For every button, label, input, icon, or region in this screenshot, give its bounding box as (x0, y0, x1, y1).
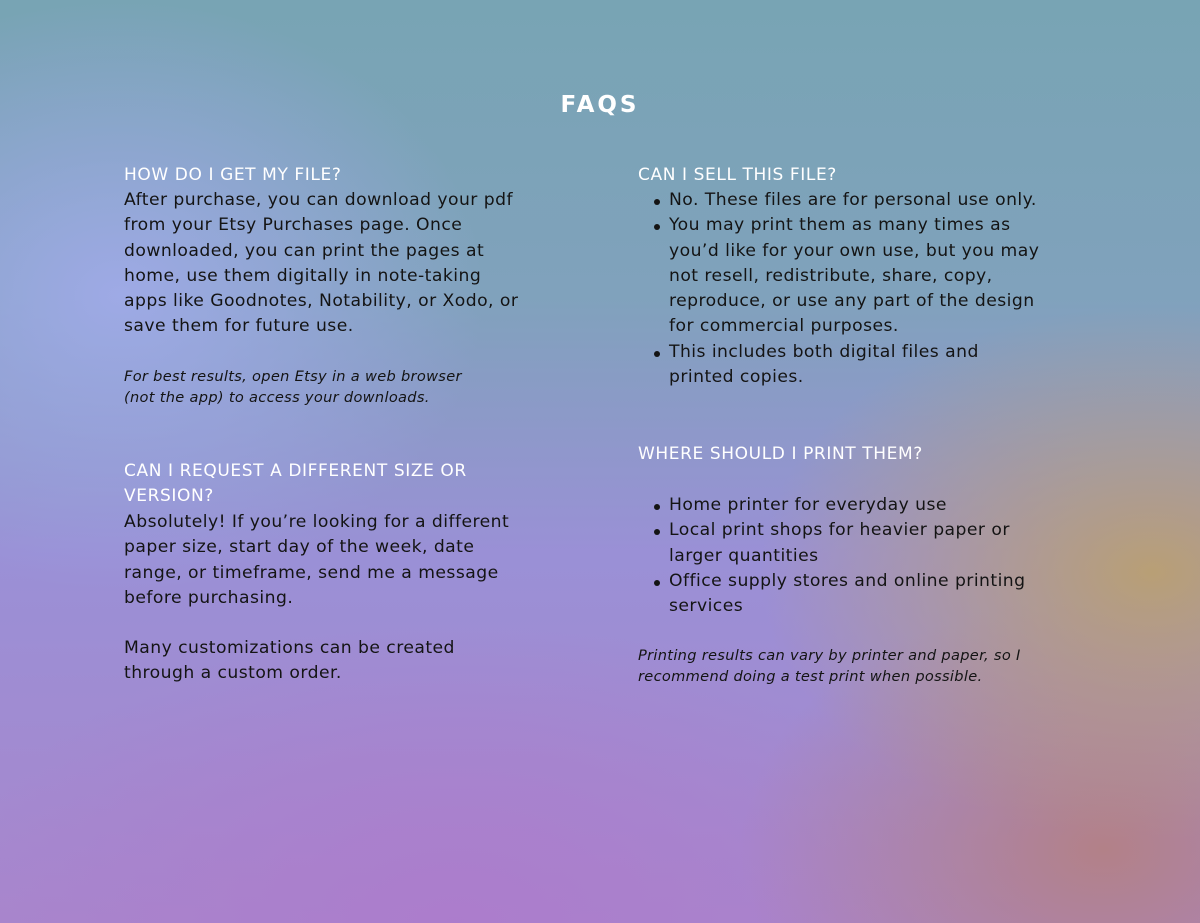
bullet-icon (654, 224, 660, 230)
faq-answer-request-size-more: Many customizations can be created through a custom order. (124, 638, 455, 684)
faq-question-get-file: HOW DO I GET MY FILE? (124, 165, 342, 185)
bullet-icon (654, 351, 660, 357)
faq-note-where-print: Printing results can vary by printer and paper, so I recommend doing a test print when possible. (638, 647, 1021, 685)
list-item (638, 188, 1108, 213)
faq-sell-file-list (638, 188, 1108, 390)
list-item-text: This includes both digital files and printed copies. (669, 341, 979, 388)
faq-note-get-file: For best results, open Etsy in a web browser (not the app) to access your downloads. (124, 368, 462, 406)
faq-question-request-size: CAN I REQUEST A DIFFERENT SIZE OR VERSION? (124, 461, 467, 506)
faq-answer-get-file: After purchase, you can download your pdf from your Etsy Purchases page. Once downloaded, you can print the pages at home, use them digitally in note-taking apps like Goodnotes, Notability, or Xodo, or save them for future use. (124, 190, 519, 337)
list-item (638, 569, 1108, 620)
list-item (638, 518, 1108, 569)
list-item-text: Office supply stores and online printing services (669, 570, 1026, 617)
faq-where-print-list (638, 493, 1108, 619)
faq-answer-request-size: Absolutely! If you’re looking for a different paper size, start day of the week, date range, or timeframe, send me a message before purchasing. (124, 512, 510, 608)
list-item (638, 213, 1108, 339)
bullet-icon (654, 504, 660, 510)
faq-question-where-print: WHERE SHOULD I PRINT THEM? (638, 444, 923, 464)
list-item-text: No. These files are for personal use only. (669, 190, 1037, 210)
faq-question-sell-file: CAN I SELL THIS FILE? (638, 165, 837, 185)
list-item (638, 493, 1108, 518)
list-item (638, 340, 1108, 391)
page-title: FAQS (560, 92, 640, 118)
bullet-icon (654, 580, 660, 586)
bullet-icon (654, 199, 660, 205)
list-item-text: Local print shops for heavier paper or larger quantities (669, 520, 1010, 566)
list-item-text: Home printer for everyday use (669, 495, 947, 515)
bullet-icon (654, 529, 660, 535)
list-item-text: You may print them as many times as you’d like for your own use, but you may not resell, redistribute, share, copy, reproduce, or use any part of the design for commercial purposes. (669, 215, 1040, 337)
